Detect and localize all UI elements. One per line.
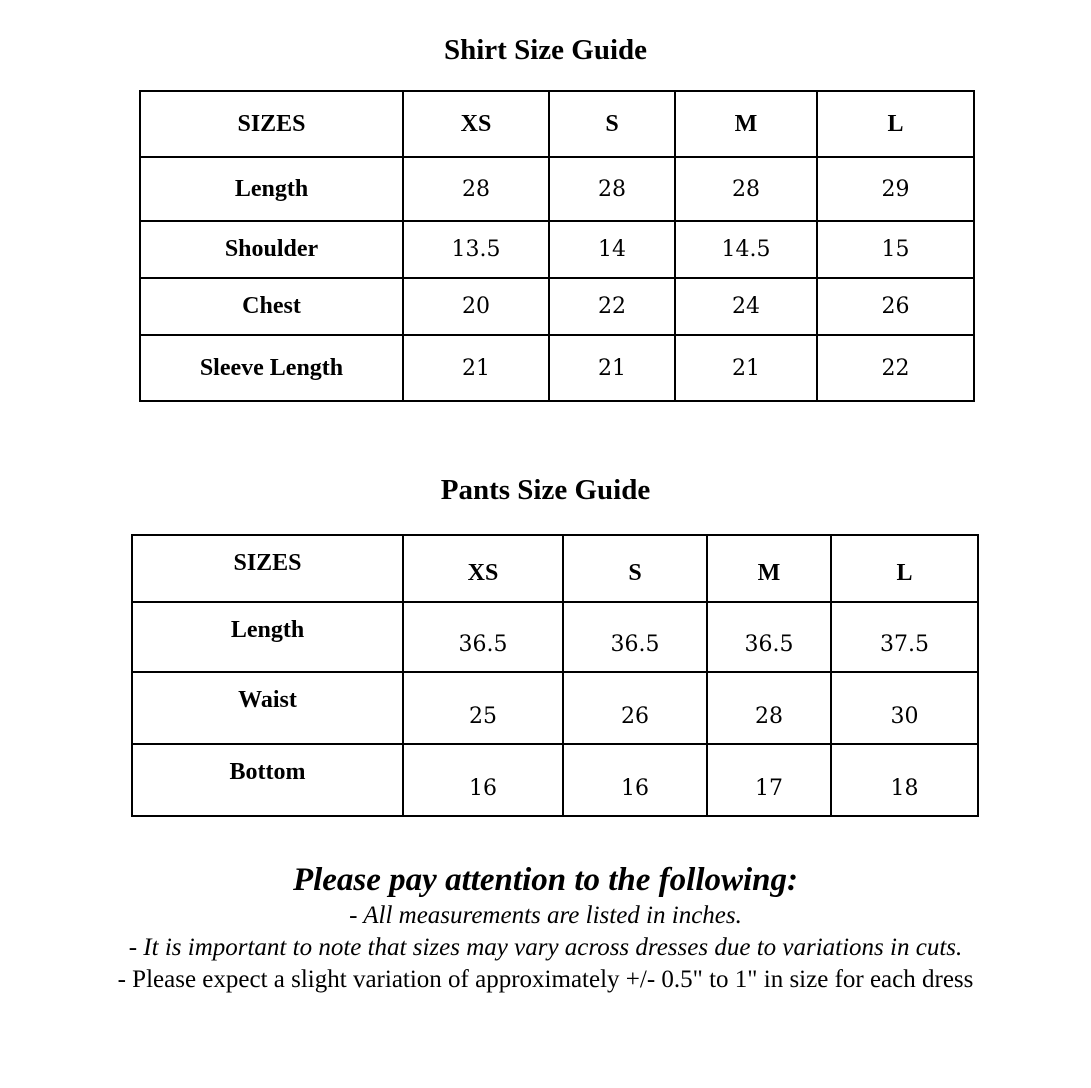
notes-heading: Please pay attention to the following:: [292, 862, 799, 898]
table-cell: 30: [831, 672, 978, 744]
shirt-header-l: L: [817, 91, 974, 157]
table-cell: 37.5: [831, 602, 978, 672]
pants-row-label-bottom: Bottom: [132, 744, 403, 816]
note-line-measurement-tolerance: - Please expect a slight variation of approximately +/- 0.5" to 1" in size for each dress: [117, 966, 974, 993]
table-cell: 17: [707, 744, 831, 816]
note-line-inches: - All measurements are listed in inches.: [349, 902, 742, 929]
table-cell: 15: [817, 221, 974, 278]
table-row: [132, 602, 978, 672]
table-row: [140, 157, 974, 221]
table-cell: 36.5: [707, 602, 831, 672]
table-cell: 25: [403, 672, 563, 744]
table-cell: 21: [549, 335, 675, 401]
table-cell: 22: [549, 278, 675, 335]
table-cell: 28: [549, 157, 675, 221]
table-cell: 22: [817, 335, 974, 401]
pants-size-guide-title: Pants Size Guide: [440, 474, 651, 506]
table-cell: 26: [817, 278, 974, 335]
shirt-header-sizes: SIZES: [140, 91, 403, 157]
pants-header-row: [132, 535, 978, 602]
table-row: [140, 221, 974, 278]
table-cell: 21: [403, 335, 549, 401]
table-cell: 29: [817, 157, 974, 221]
shirt-row-label-length: Length: [140, 157, 403, 221]
table-row: [132, 672, 978, 744]
table-cell: 36.5: [403, 602, 563, 672]
shirt-row-label-sleeve-length: Sleeve Length: [140, 335, 403, 401]
table-cell: 28: [403, 157, 549, 221]
table-cell: 28: [675, 157, 817, 221]
table-cell: 16: [403, 744, 563, 816]
note-line-size-variation: - It is important to note that sizes may vary across dresses due to variations in cuts.: [128, 934, 963, 961]
pants-header-l: L: [831, 535, 978, 602]
table-cell: 28: [707, 672, 831, 744]
table-row: [140, 335, 974, 401]
shirt-row-label-chest: Chest: [140, 278, 403, 335]
table-cell: 14.5: [675, 221, 817, 278]
table-cell: 20: [403, 278, 549, 335]
pants-size-table: [131, 534, 979, 817]
pants-header-sizes: SIZES: [132, 535, 403, 602]
table-row: [140, 278, 974, 335]
shirt-row-label-shoulder: Shoulder: [140, 221, 403, 278]
table-cell: 21: [675, 335, 817, 401]
pants-row-label-waist: Waist: [132, 672, 403, 744]
pants-header-s: S: [563, 535, 707, 602]
shirt-size-guide-title: Shirt Size Guide: [443, 34, 647, 66]
pants-header-xs: XS: [403, 535, 563, 602]
table-row: [132, 744, 978, 816]
table-cell: 24: [675, 278, 817, 335]
notes-section: [0, 860, 1091, 996]
table-cell: 16: [563, 744, 707, 816]
table-cell: 18: [831, 744, 978, 816]
table-cell: 14: [549, 221, 675, 278]
table-cell: 26: [563, 672, 707, 744]
pants-row-label-length: Length: [132, 602, 403, 672]
table-cell: 36.5: [563, 602, 707, 672]
shirt-header-row: [140, 91, 974, 157]
shirt-header-m: M: [675, 91, 817, 157]
table-cell: 13.5: [403, 221, 549, 278]
shirt-size-table: [139, 90, 975, 402]
shirt-header-xs: XS: [403, 91, 549, 157]
shirt-header-s: S: [549, 91, 675, 157]
pants-header-m: M: [707, 535, 831, 602]
